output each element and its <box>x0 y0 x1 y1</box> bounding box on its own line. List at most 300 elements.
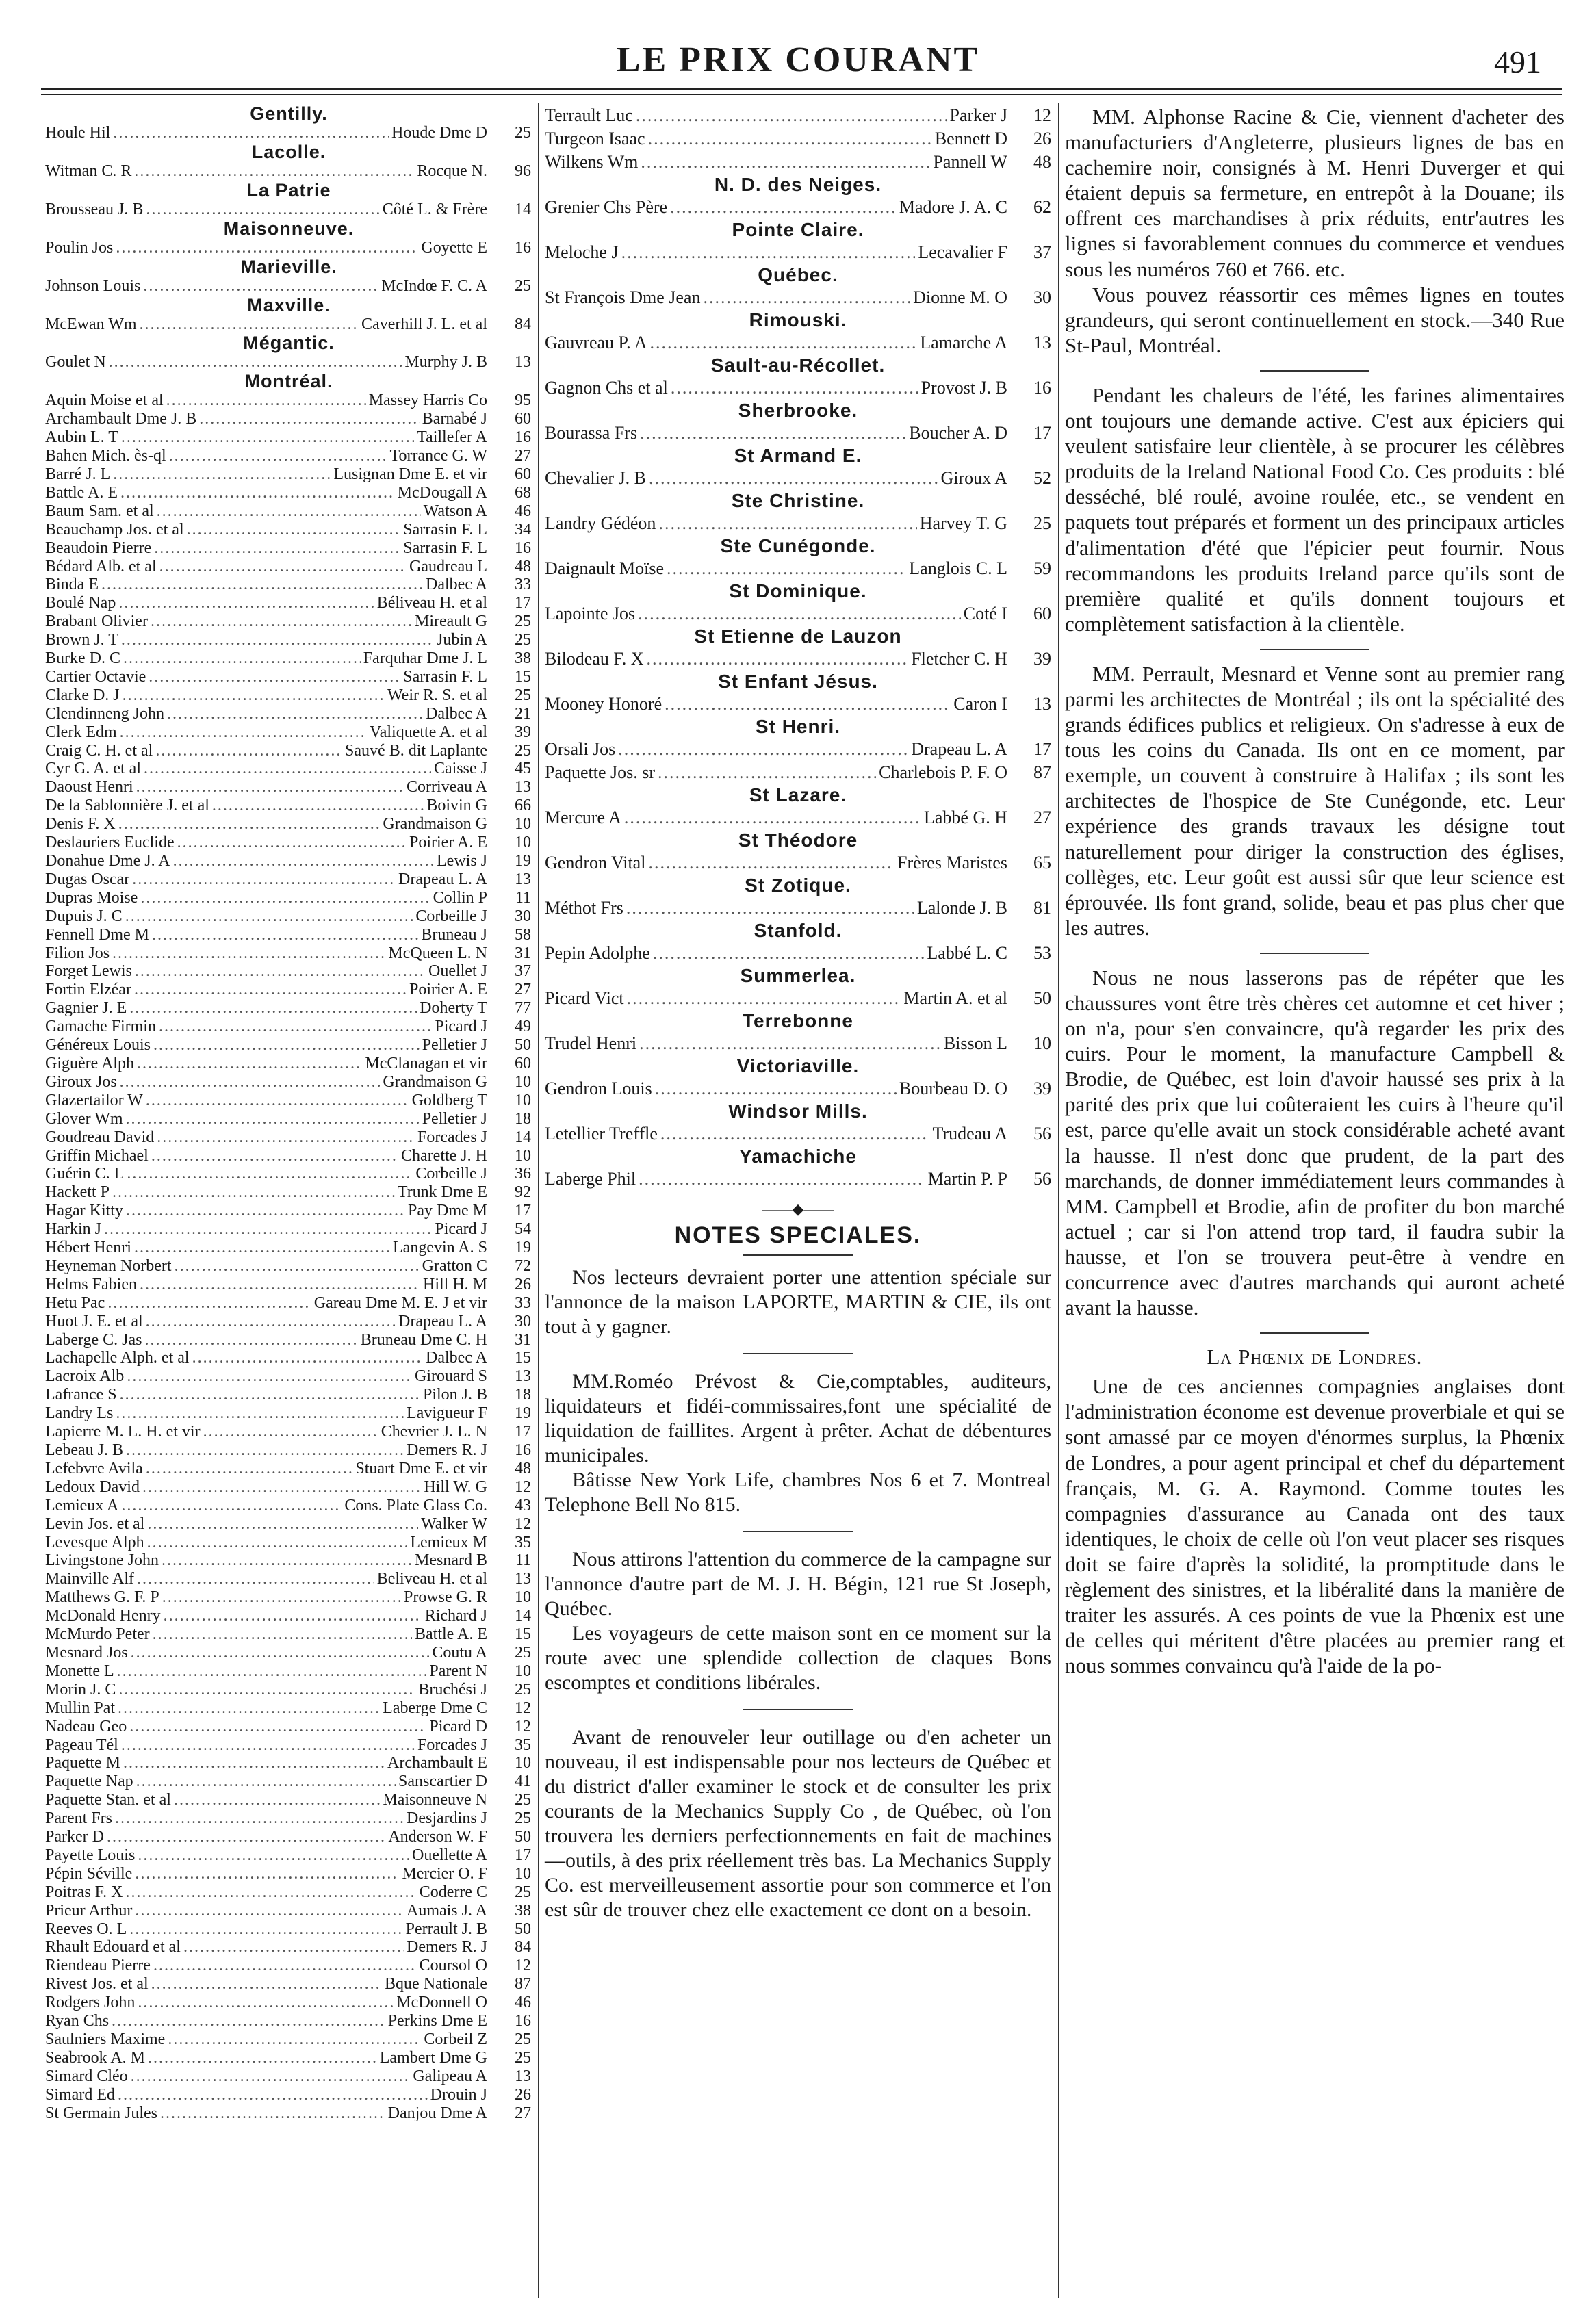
listing-row <box>45 1846 532 1865</box>
creditor-name: Picard D <box>429 1717 487 1736</box>
amount: 19 <box>515 852 531 870</box>
listing-row <box>45 1662 532 1681</box>
listing-row <box>45 612 532 631</box>
dot-leader <box>671 376 918 400</box>
creditor-name: Dalbec A <box>426 576 487 594</box>
listing-row <box>45 1515 532 1534</box>
creditor-name: Boivin G <box>426 797 487 815</box>
amount: 12 <box>515 1478 531 1496</box>
amount: 13 <box>515 2067 531 2085</box>
creditor-name: Corriveau A <box>407 778 487 797</box>
amount: 11 <box>515 888 531 907</box>
creditor-name: Lamarche A <box>920 333 1007 352</box>
listing-row <box>545 286 1051 309</box>
listing-row <box>45 834 532 852</box>
listing-row <box>545 331 1051 354</box>
debtor-name: Rivest Jos. et al <box>45 1975 149 1994</box>
dot-leader <box>107 1294 311 1313</box>
listing-row <box>45 778 532 797</box>
creditor-name: Pelletier J <box>422 1109 487 1128</box>
listing-row <box>45 576 532 594</box>
debtor-name: Parker D <box>45 1828 104 1846</box>
listing-row <box>545 693 1051 716</box>
debtor-name: Glover Wm <box>45 1109 123 1128</box>
creditor-name: Walker W <box>421 1514 487 1533</box>
debtor-name: Donahue Dme J. A <box>45 852 170 870</box>
dot-leader <box>112 944 385 963</box>
debtor-name: Monette L <box>45 1662 114 1680</box>
dot-leader <box>116 239 418 257</box>
debtor-name: Mooney Honoré <box>545 694 662 714</box>
amount: 84 <box>515 315 531 333</box>
listing-row <box>545 467 1051 490</box>
dot-leader <box>177 834 407 852</box>
amount: 36 <box>515 1165 531 1183</box>
creditor-name: Lemieux M <box>410 1533 487 1551</box>
dot-leader <box>120 1073 381 1092</box>
creditor-name: Coderre C <box>419 1883 487 1901</box>
publication-title: LE PRIX COURANT <box>616 40 980 79</box>
listing-row <box>45 502 532 521</box>
dot-leader <box>116 1404 404 1423</box>
town-heading: St Armand E. <box>734 445 862 466</box>
listing-row <box>45 1073 532 1092</box>
dot-leader <box>148 2049 377 2067</box>
separator-rule <box>743 1353 853 1354</box>
dot-leader <box>123 686 385 705</box>
dot-leader <box>118 815 381 834</box>
notes-body <box>545 1265 1051 1922</box>
dot-leader <box>126 1441 404 1460</box>
creditor-name: Caisse J <box>434 760 487 778</box>
article-paragraph: Nous ne nous lasserons pas de répéter que les chaussures vont être très chères cet automne et cet hiver ; on n'a, pour s'en convaincre, qu'à regarder les prix des cuirs. Pour le moment, la manufacture Campbell & Brodie, de Québec, est loin d'avoir haussé ses prix à la parité des prix que lui coûteraient les cuirs à l'heure qu'il est, parce qu'elle avait un stock considérable acheté avant la hausse. Il n'est donc que prudent, de la part des marchands, de donner immédiatement leurs commandes à MM. Campbell et Brodie, afin de profiter du bon marché actuel ; car si l'on attend trop tard, il faudra subir la hausse, et l'on se trouvera peut-être à vendre en concurrence avec d'autres marchands qui auront acheté avant la hausse. <box>1065 965 1565 1320</box>
amount: 26 <box>1033 129 1051 149</box>
debtor-name: Gagnon Chs et al <box>545 378 668 398</box>
amount: 49 <box>515 1018 531 1036</box>
amount: 25 <box>515 2030 531 2048</box>
debtor-name: Paquette Stan. et al <box>45 1791 171 1809</box>
amount: 21 <box>515 704 531 723</box>
listing-row <box>45 705 532 723</box>
debtor-name: Seabrook A. M <box>45 2048 145 2067</box>
listing-row <box>45 1607 532 1625</box>
listing-row <box>45 2067 532 2086</box>
debtor-name: Chevalier J. B <box>545 468 647 488</box>
amount: 17 <box>515 1846 531 1864</box>
dot-leader <box>121 428 414 447</box>
dot-leader <box>151 1147 398 1165</box>
dot-leader <box>140 1276 420 1294</box>
debtor-name: Prieur Arthur <box>45 1901 133 1920</box>
dot-leader <box>641 151 930 174</box>
notice-paragraph: MM.Roméo Prévost & Cie,comptables, auditeurs, liquidateurs et fidéi-commissaires,font une spécialité de liquidation de faillites. Argent à prêter. Achat de débentures municipales. <box>545 1370 1051 1467</box>
creditor-name: Desjardins J <box>407 1809 487 1828</box>
dot-leader <box>112 1183 395 1202</box>
dot-leader <box>146 1460 353 1478</box>
debtor-name: Laberge Phil <box>545 1169 636 1189</box>
creditor-name: Weir R. S. et al <box>387 686 487 704</box>
article-paragraph: MM. Alphonse Racine & Cie, viennent d'acheter des manufacturiers d'Angleterre, plusieurs lignes de bas en cachemire noir, consignés à M. Henri Duverger et qui étaient depuis sa fermeture, en entrepôt à la Douane; ils offrent ces marchandises à prix réduits, entr'autres les lignes si favorablement connues du commerce et vendues sous les numéros 760 et 766. etc. <box>1065 105 1565 281</box>
dot-leader <box>136 778 404 797</box>
debtor-name: Terrault Luc <box>545 105 633 125</box>
debtor-name: Lefebvre Avila <box>45 1459 143 1478</box>
dot-leader <box>146 201 379 219</box>
amount: 95 <box>515 391 531 410</box>
dot-leader <box>135 1865 399 1883</box>
debtor-name: Lacroix Alb <box>45 1367 125 1386</box>
creditor-name: Labbé G. H <box>923 808 1007 827</box>
article-paragraph: Pendant les chaleurs de l'été, les farines alimentaires ont toujours une demande active. C'est aux épiciers qui veulent satisfaire leur clientèle, à se procurer les célèbres produits de la Ireland National Food Co. Ces produits : blé desséché, blé roulé, avoine roulée, etc., se vendent en paquets tout préparés et forment un des principaux articles d'alimentation d'été que l'épicier peut fournir. Nous recommandons les produits Ireland parce qu'ils sont de première qualité et qu'ils donnent toujours et complètement satisfaction à la clientèle. <box>1065 383 1565 636</box>
creditor-name: Anderson W. F <box>388 1828 487 1846</box>
town-heading: St Zotique. <box>745 875 851 896</box>
amount: 16 <box>1033 378 1051 398</box>
dot-leader <box>618 738 908 761</box>
debtor-name: Livingstone John <box>45 1551 159 1570</box>
dot-leader <box>151 612 412 631</box>
creditor-name: Picard J <box>435 1220 487 1239</box>
amount: 33 <box>515 576 531 594</box>
dot-leader <box>166 391 366 410</box>
dot-leader <box>647 647 909 671</box>
debtor-name: Beauchamp Jos. et al <box>45 520 184 539</box>
amount: 16 <box>515 428 531 447</box>
dot-leader <box>162 1551 412 1570</box>
listing-row <box>45 1718 532 1736</box>
title-rule <box>743 1254 853 1256</box>
creditor-name: Valiquette A. et al <box>370 723 487 741</box>
amount: 25 <box>515 686 531 704</box>
town-heading: Montréal. <box>244 371 333 392</box>
debtor-name: Craig C. H. et al <box>45 741 153 760</box>
debtor-name: Archambault Dme J. B <box>45 410 197 428</box>
listing-row <box>545 1122 1051 1146</box>
listing-row <box>45 1110 532 1128</box>
amount: 50 <box>1033 988 1051 1008</box>
debtor-name: Reeves O. L <box>45 1920 127 1938</box>
creditor-name: Richard J <box>424 1607 487 1625</box>
town-heading: Ste Cunégonde. <box>720 535 876 556</box>
amount: 60 <box>515 465 531 483</box>
dot-leader <box>134 1239 390 1257</box>
creditor-name: Demers R. J <box>407 1938 487 1957</box>
amount: 31 <box>515 1330 531 1349</box>
dot-leader <box>127 1367 412 1386</box>
creditor-name: Lusignan Dme E. et vir <box>333 465 487 483</box>
dot-leader <box>192 1349 423 1367</box>
debtor-name: Payette Louis <box>45 1846 136 1864</box>
creditor-name: Pelletier J <box>422 1036 487 1055</box>
amount: 52 <box>1033 468 1051 488</box>
creditor-name: Grandmaison G <box>383 815 487 834</box>
dot-leader <box>703 286 910 309</box>
dot-leader <box>126 1110 420 1128</box>
amount: 62 <box>1033 197 1051 217</box>
creditor-name: Bennett D <box>934 129 1007 149</box>
listing-row <box>545 422 1051 445</box>
debtor-name: Clendinneng John <box>45 704 164 723</box>
amount: 56 <box>1033 1169 1051 1189</box>
amount: 56 <box>1033 1124 1051 1144</box>
listing-row <box>45 539 532 558</box>
amount: 13 <box>515 1367 531 1386</box>
debtor-name: Wilkens Wm <box>545 152 639 172</box>
dot-leader <box>138 1994 394 2012</box>
creditor-name: Rocque N. <box>417 162 487 180</box>
debtor-name: Barré J. L <box>45 465 111 483</box>
amount: 39 <box>1033 1079 1051 1098</box>
notice-paragraph: Nous attirons l'attention du commerce de la campagne sur l'annonce d'autre part de M. J. H. Bégin, 121 rue St Joseph, Québec. <box>545 1548 1051 1620</box>
dot-leader <box>118 2086 428 2104</box>
amount: 14 <box>515 1128 531 1146</box>
dot-leader <box>147 1534 408 1552</box>
separator-rule <box>1260 953 1369 954</box>
amount: 87 <box>515 1975 531 1994</box>
listing-row <box>45 1920 532 1939</box>
amount: 34 <box>515 520 531 539</box>
dot-leader <box>174 1791 380 1809</box>
listing-row <box>45 1055 532 1073</box>
listing-row <box>545 896 1051 920</box>
listing-row <box>45 124 532 142</box>
dot-leader <box>159 1018 432 1036</box>
debtor-name: Laberge C. Jas <box>45 1330 142 1349</box>
listing-row <box>45 999 532 1018</box>
dot-leader <box>117 1662 427 1681</box>
debtor-name: Helms Fabien <box>45 1275 137 1293</box>
amount: 66 <box>515 797 531 815</box>
dot-leader <box>167 705 423 723</box>
dot-leader <box>138 1846 409 1865</box>
dot-leader <box>639 1168 925 1191</box>
creditor-name: Jubin A <box>436 631 487 649</box>
debtor-name: Orsali Jos <box>545 739 616 759</box>
debtor-name: Hackett P <box>45 1183 110 1202</box>
amount: 19 <box>515 1239 531 1257</box>
creditor-name: Perkins Dme E <box>387 2012 487 2030</box>
debtor-name: Hetu Pac <box>45 1293 105 1312</box>
listing-row <box>45 981 532 999</box>
listing-row <box>45 1736 532 1755</box>
creditor-name: Madore J. A. C <box>899 197 1007 217</box>
listing-row <box>45 668 532 686</box>
dot-leader <box>123 649 361 668</box>
creditor-name: McDonnell O <box>396 1994 487 2012</box>
creditor-name: Provost J. B <box>921 378 1007 398</box>
creditor-name: Bourbeau D. O <box>899 1079 1007 1098</box>
listing-row <box>45 1772 532 1791</box>
debtor-name: Landry Ls <box>45 1404 114 1423</box>
debtor-name: Brown J. T <box>45 631 118 649</box>
dot-leader <box>112 2012 385 2030</box>
amount: 10 <box>515 1588 531 1607</box>
debtor-name: Battle A. E <box>45 483 118 502</box>
amount: 16 <box>515 238 531 257</box>
amount: 10 <box>515 1754 531 1772</box>
debtor-name: Giguère Alph <box>45 1054 134 1072</box>
debtor-name: Landry Gédéon <box>545 513 656 533</box>
creditor-name: Danjou Dme A <box>387 2104 487 2122</box>
section-ornament: ——◆—— <box>762 1200 834 1217</box>
debtor-name: Fortin Elzéar <box>45 981 131 999</box>
dot-leader <box>140 889 430 907</box>
debtor-name: Méthot Frs <box>545 898 623 918</box>
dot-leader <box>121 1497 342 1515</box>
creditor-name: Demers R. J <box>407 1441 487 1459</box>
creditor-name: Dalbec A <box>426 704 487 723</box>
dot-leader <box>627 987 901 1010</box>
debtor-name: Pepin Adolphe <box>545 943 650 963</box>
listing-row <box>45 1404 532 1423</box>
debtor-name: Daignault Moïse <box>545 558 665 578</box>
listing-row <box>45 1699 532 1718</box>
town-heading: La Patrie <box>246 179 331 201</box>
listing-row <box>45 649 532 668</box>
debtor-name: Huot J. E. et al <box>45 1312 143 1330</box>
creditor-name: Barnabé J <box>422 410 487 428</box>
listing-row <box>45 315 532 334</box>
page-header <box>41 34 1555 89</box>
amount: 65 <box>1033 853 1051 873</box>
amount: 27 <box>1033 808 1051 827</box>
dot-leader <box>118 1699 380 1718</box>
amount: 12 <box>515 1717 531 1736</box>
listing-row <box>45 1386 532 1404</box>
amount: 46 <box>515 502 531 520</box>
listing-row <box>45 944 532 963</box>
listing-row <box>45 1625 532 1644</box>
creditor-name: Mireault G <box>415 612 487 631</box>
amount: 17 <box>515 1423 531 1441</box>
dot-leader <box>149 668 400 686</box>
amount: 26 <box>515 1275 531 1293</box>
dot-leader <box>157 502 421 521</box>
listing-row <box>45 1588 532 1607</box>
amount: 37 <box>515 962 531 981</box>
amount: 13 <box>1033 333 1051 352</box>
debtor-name: Ledoux David <box>45 1478 140 1496</box>
amount: 10 <box>515 815 531 834</box>
listing-row <box>545 942 1051 965</box>
creditor-name: Martin P. P <box>927 1169 1007 1189</box>
amount: 25 <box>1033 513 1051 533</box>
dot-leader <box>123 1754 385 1772</box>
creditor-name: Dalbec A <box>426 1349 487 1367</box>
creditor-name: Pilon J. B <box>422 1386 487 1404</box>
listing-row <box>45 1423 532 1441</box>
dot-leader <box>107 1828 385 1846</box>
amount: 27 <box>515 447 531 465</box>
amount: 17 <box>515 594 531 612</box>
dot-leader <box>143 277 378 296</box>
listing-row <box>45 2086 532 2104</box>
debtor-name: Paquette Jos. sr <box>545 762 656 782</box>
listing-row <box>45 1534 532 1552</box>
dot-leader <box>648 851 894 875</box>
listing-row <box>45 1036 532 1055</box>
debtor-name: Mullin Pat <box>45 1699 116 1717</box>
debtor-name: Clarke D. J <box>45 686 120 704</box>
creditor-name: Coursol O <box>419 1957 487 1975</box>
debtor-name: Gauvreau P. A <box>545 333 647 352</box>
creditor-name: McIndœ F. C. A <box>381 276 487 295</box>
amount: 53 <box>1033 943 1051 963</box>
creditor-name: Poirier A. E <box>409 981 487 999</box>
dot-leader <box>159 558 407 576</box>
creditor-name: Fletcher C. H <box>911 649 1007 669</box>
dot-leader <box>154 539 400 558</box>
listing-row <box>545 196 1051 219</box>
dot-leader <box>212 797 424 815</box>
listing-row <box>45 1165 532 1183</box>
dot-leader <box>101 576 423 594</box>
debtor-name: Forget Lewis <box>45 962 132 981</box>
amount: 10 <box>515 1146 531 1165</box>
dot-leader <box>153 1036 420 1055</box>
dot-leader <box>175 1257 420 1276</box>
listing-row <box>45 1128 532 1147</box>
amount: 30 <box>515 907 531 925</box>
creditor-name: Grandmaison G <box>383 1072 487 1091</box>
creditor-name: Langlois C. L <box>909 558 1007 578</box>
creditor-name: McQueen L. N <box>388 944 487 962</box>
listing-row <box>45 1018 532 1036</box>
amount: 17 <box>1033 423 1051 443</box>
debtor-name: Dupras Moise <box>45 888 138 907</box>
amount: 48 <box>515 1459 531 1478</box>
amount: 13 <box>515 353 531 372</box>
creditor-name: Maisonneuve N <box>383 1791 487 1809</box>
creditor-name: Taillefer A <box>417 428 487 447</box>
debtor-name: Beaudoin Pierre <box>45 539 152 557</box>
creditor-name: Ouellette A <box>412 1846 487 1864</box>
debtor-name: Boulé Nap <box>45 594 116 612</box>
debtor-name: Poitras F. X <box>45 1883 123 1901</box>
dot-leader <box>638 602 961 625</box>
amount: 92 <box>515 1183 531 1202</box>
dot-leader <box>621 241 916 264</box>
listing-row <box>545 376 1051 400</box>
amount: 15 <box>515 667 531 686</box>
debtor-name: Rodgers John <box>45 1994 136 2012</box>
creditor-name: Mesnard B <box>415 1551 487 1570</box>
town-heading: Terrebonne <box>743 1010 853 1031</box>
creditor-name: Lalonde J. B <box>916 898 1007 918</box>
town-heading: Maxville. <box>247 294 331 315</box>
amount: 96 <box>515 162 531 180</box>
creditor-name: Farquhar Dme J. L <box>363 649 487 668</box>
dot-leader <box>127 1165 413 1183</box>
dot-leader <box>160 2104 385 2123</box>
amount: 48 <box>1033 152 1051 172</box>
amount: 59 <box>1033 558 1051 578</box>
creditor-name: Gratton C <box>422 1256 487 1275</box>
debtor-name: Trudel Henri <box>545 1033 637 1053</box>
creditor-name: Parker J <box>949 105 1007 125</box>
amount: 14 <box>515 200 531 218</box>
amount: 17 <box>515 1202 531 1220</box>
listing-row <box>45 1791 532 1809</box>
listing-row <box>45 760 532 778</box>
town-heading: Maisonneuve. <box>223 218 355 239</box>
debtor-name: Parent Frs <box>45 1809 112 1828</box>
creditor-name: Boucher A. D <box>909 423 1007 443</box>
dot-leader <box>135 1902 404 1920</box>
amount: 16 <box>515 1441 531 1459</box>
listing-row <box>45 1902 532 1920</box>
amount: 35 <box>515 1533 531 1551</box>
amount: 12 <box>515 1957 531 1975</box>
listing-row <box>45 631 532 649</box>
